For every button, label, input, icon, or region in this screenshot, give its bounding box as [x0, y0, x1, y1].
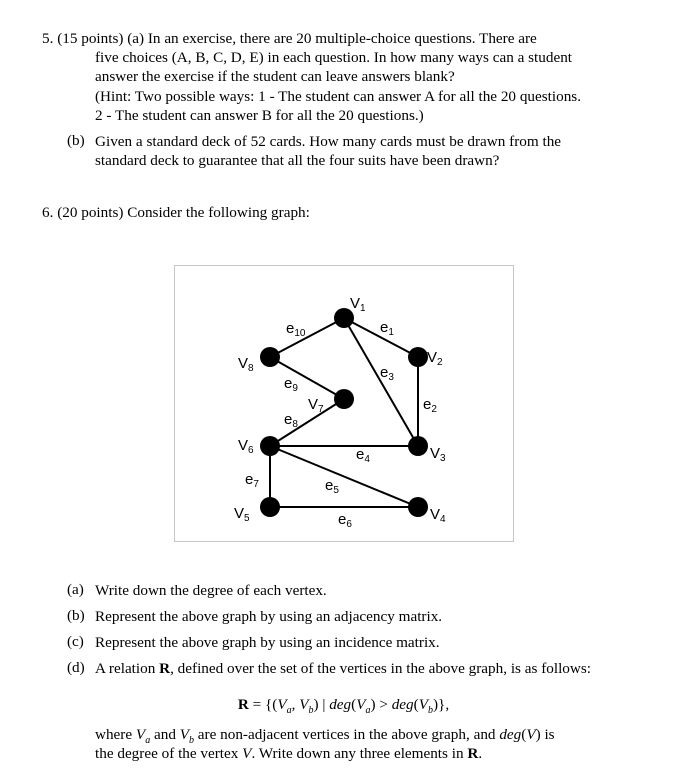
- q5a-line3: answer the exercise if the student can leave answers blank?: [95, 68, 455, 85]
- edge-label-e5: $e_5$: [325, 477, 339, 496]
- formula-R: R: [237, 696, 249, 713]
- edge-label-e10: $e_{10}$: [286, 320, 306, 339]
- vertex-V4: [408, 497, 428, 517]
- edge-e10: [270, 318, 344, 357]
- q6a-text: Write down the degree of each vertex.: [95, 582, 327, 599]
- q6-header: 6. (20 points) Consider the following graph:: [42, 204, 310, 221]
- q6d-line2: where $V_a$ and $V_b$ are non-adjacent vertices in the above graph, and deg(V) is: [95, 726, 555, 747]
- edge-e8: [270, 399, 344, 446]
- vertex-V2: [408, 347, 428, 367]
- q6b-text: Represent the above graph by using an adjacency matrix.: [95, 608, 443, 625]
- q5a-hint-line1: (Hint: Two possible ways: 1 - The student can answer A for all the 20 questions.: [95, 88, 581, 105]
- vertex-V8: [260, 347, 280, 367]
- edge-label-e7: $e_7$: [245, 471, 259, 490]
- q5b-line2: standard deck to guarantee that all the four suits have been drawn?: [95, 152, 500, 169]
- edge-label-e9: $e_9$: [284, 375, 298, 394]
- q6a-label: (a): [67, 581, 84, 598]
- vertex-label-V5: $V_5$: [234, 505, 250, 524]
- edge-label-e4: $e_4$: [356, 446, 370, 465]
- edge-label-e1: $e_1$: [380, 319, 394, 338]
- edge-label-e6: $e_6$: [338, 511, 352, 530]
- edge-e9: [270, 357, 344, 399]
- vertex-label-V6: $V_6$: [238, 437, 254, 456]
- vertex-V7: [334, 389, 354, 409]
- q6d-label: (d): [67, 659, 85, 676]
- vertex-label-V2: $V_2$: [427, 349, 443, 368]
- vertex-V5: [260, 497, 280, 517]
- q6b-label: (b): [67, 607, 85, 624]
- vertex-label-V8: $V_8$: [238, 355, 254, 374]
- q5-header: 5. (15 points) (a) In an exercise, there are 20 multiple-choice questions. There are: [42, 30, 537, 47]
- vertex-label-V4: $V_4$: [430, 506, 446, 525]
- relation-formula: $R = \{(V_a$, $V_b$) | $deg(V_a) > deg(V_b)$},: [237, 696, 450, 717]
- q6c-text: Represent the above graph by using an incidence matrix.: [95, 634, 440, 651]
- vertex-V3: [408, 436, 428, 456]
- q6c-label: (c): [67, 633, 84, 650]
- edge-label-e3: $e_3$: [380, 364, 394, 383]
- q5a-line2: five choices (A, B, C, D, E) in each question. In how many ways can a student: [95, 49, 573, 66]
- q6d-line3: the degree of the vertex V. Write down any three elements in R.: [95, 745, 483, 762]
- edge-e5: [270, 446, 418, 507]
- edge-label-e2: $e_2$: [423, 396, 437, 415]
- q5a-hint-line2: 2 - The student can answer B for all the 20 questions.): [95, 107, 424, 124]
- graph-labels: [234, 295, 446, 530]
- q5b-line1: Given a standard deck of 52 cards. How many cards must be drawn from the: [95, 133, 562, 150]
- vertex-V6: [260, 436, 280, 456]
- vertex-label-V3: $V_3$: [430, 445, 446, 464]
- q6d-line1: A relation R, defined over the set of the vertices in the above graph, is as follows:: [95, 660, 591, 677]
- vertex-label-V1: $V_1$: [350, 295, 366, 314]
- vertex-label-V7: $V_7$: [308, 396, 324, 415]
- q5b-label: (b): [67, 132, 85, 149]
- edge-label-e8: $e_8$: [284, 411, 298, 430]
